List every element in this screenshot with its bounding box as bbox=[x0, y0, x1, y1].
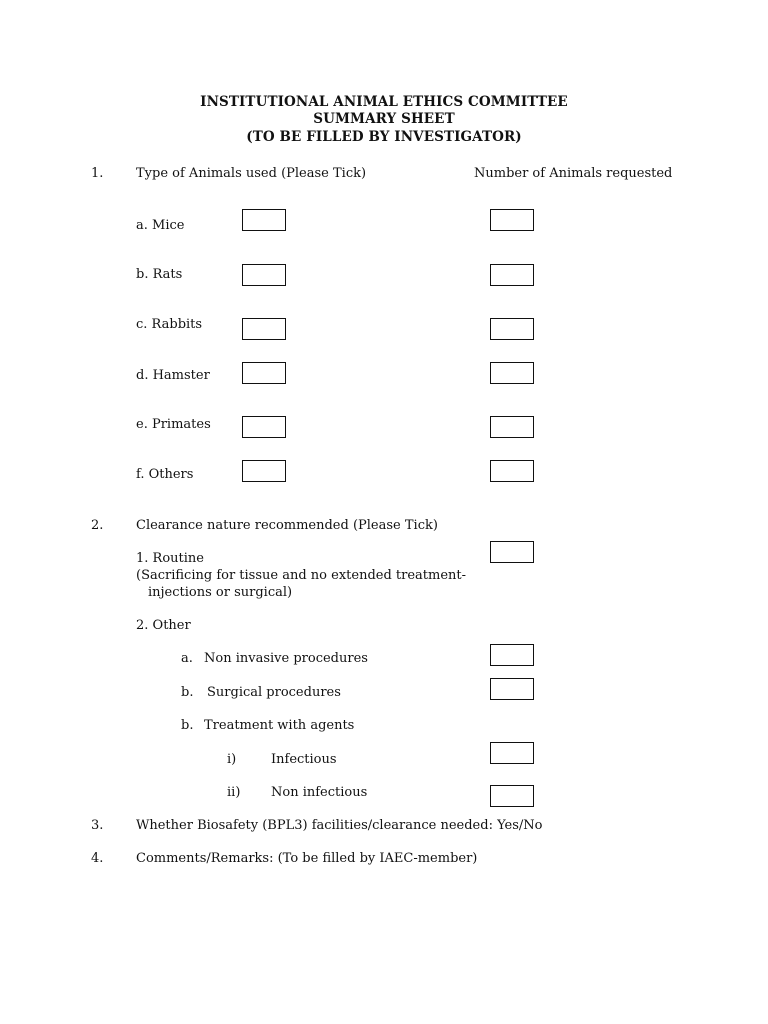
count-box-rats[interactable] bbox=[490, 264, 534, 286]
tick-box-rats[interactable] bbox=[242, 264, 286, 286]
tick-box-mice[interactable] bbox=[242, 209, 286, 231]
tick-box-others[interactable] bbox=[242, 460, 286, 482]
agent-item-prefix-non-infectious: ii) bbox=[227, 785, 241, 800]
other-item-label-agents: Treatment with agents bbox=[204, 718, 355, 733]
form-subtitle: SUMMARY SHEET bbox=[313, 111, 455, 127]
animal-label-hamster: d. Hamster bbox=[136, 368, 210, 383]
tick-box-hamster[interactable] bbox=[242, 362, 286, 384]
other-item-prefix-non-invasive: a. bbox=[181, 651, 193, 666]
count-box-mice[interactable] bbox=[490, 209, 534, 231]
tick-box-infectious[interactable] bbox=[490, 742, 534, 764]
count-box-primates[interactable] bbox=[490, 416, 534, 438]
section-2-label: Clearance nature recommended (Please Tick) bbox=[136, 518, 438, 533]
tick-box-routine[interactable] bbox=[490, 541, 534, 563]
other-item-label-surgical: Surgical procedures bbox=[207, 685, 341, 700]
agent-item-prefix-infectious: i) bbox=[227, 752, 237, 767]
animal-label-rabbits: c. Rabbits bbox=[136, 317, 203, 332]
agent-item-label-non-infectious: Non infectious bbox=[271, 785, 368, 800]
animal-label-primates: e. Primates bbox=[136, 417, 211, 432]
tick-box-non-invasive[interactable] bbox=[490, 644, 534, 666]
animal-label-mice: a. Mice bbox=[136, 218, 185, 233]
animal-label-others: f. Others bbox=[136, 467, 194, 482]
other-label: 2. Other bbox=[136, 618, 191, 633]
comments-label: Comments/Remarks: (To be filled by IAEC-member) bbox=[136, 851, 478, 866]
tick-box-surgical[interactable] bbox=[490, 678, 534, 700]
biosafety-question: Whether Biosafety (BPL3) facilities/clearance needed: Yes/No bbox=[136, 818, 543, 833]
section-4-number: 4. bbox=[91, 851, 104, 866]
section-3-number: 3. bbox=[91, 818, 104, 833]
count-box-hamster[interactable] bbox=[490, 362, 534, 384]
section-1-number: 1. bbox=[91, 166, 104, 181]
tick-box-primates[interactable] bbox=[242, 416, 286, 438]
routine-label: 1. Routine bbox=[136, 551, 204, 566]
form-title: INSTITUTIONAL ANIMAL ETHICS COMMITTEE bbox=[200, 94, 568, 110]
animal-label-rats: b. Rats bbox=[136, 267, 183, 282]
animal-count-header: Number of Animals requested bbox=[474, 166, 673, 181]
form-instruction: (TO BE FILLED BY INVESTIGATOR) bbox=[246, 129, 522, 145]
routine-description-line-2: injections or surgical) bbox=[148, 585, 293, 600]
tick-box-non-infectious[interactable] bbox=[490, 785, 534, 807]
routine-description-line-1: (Sacrificing for tissue and no extended treatment- bbox=[136, 568, 467, 583]
other-item-prefix-agents: b. bbox=[181, 718, 194, 733]
count-box-others[interactable] bbox=[490, 460, 534, 482]
tick-box-rabbits[interactable] bbox=[242, 318, 286, 340]
other-item-prefix-surgical: b. bbox=[181, 685, 194, 700]
count-box-rabbits[interactable] bbox=[490, 318, 534, 340]
section-1-label: Type of Animals used (Please Tick) bbox=[136, 166, 367, 181]
section-2-number: 2. bbox=[91, 518, 104, 533]
agent-item-label-infectious: Infectious bbox=[271, 752, 337, 767]
other-item-label-non-invasive: Non invasive procedures bbox=[204, 651, 368, 666]
